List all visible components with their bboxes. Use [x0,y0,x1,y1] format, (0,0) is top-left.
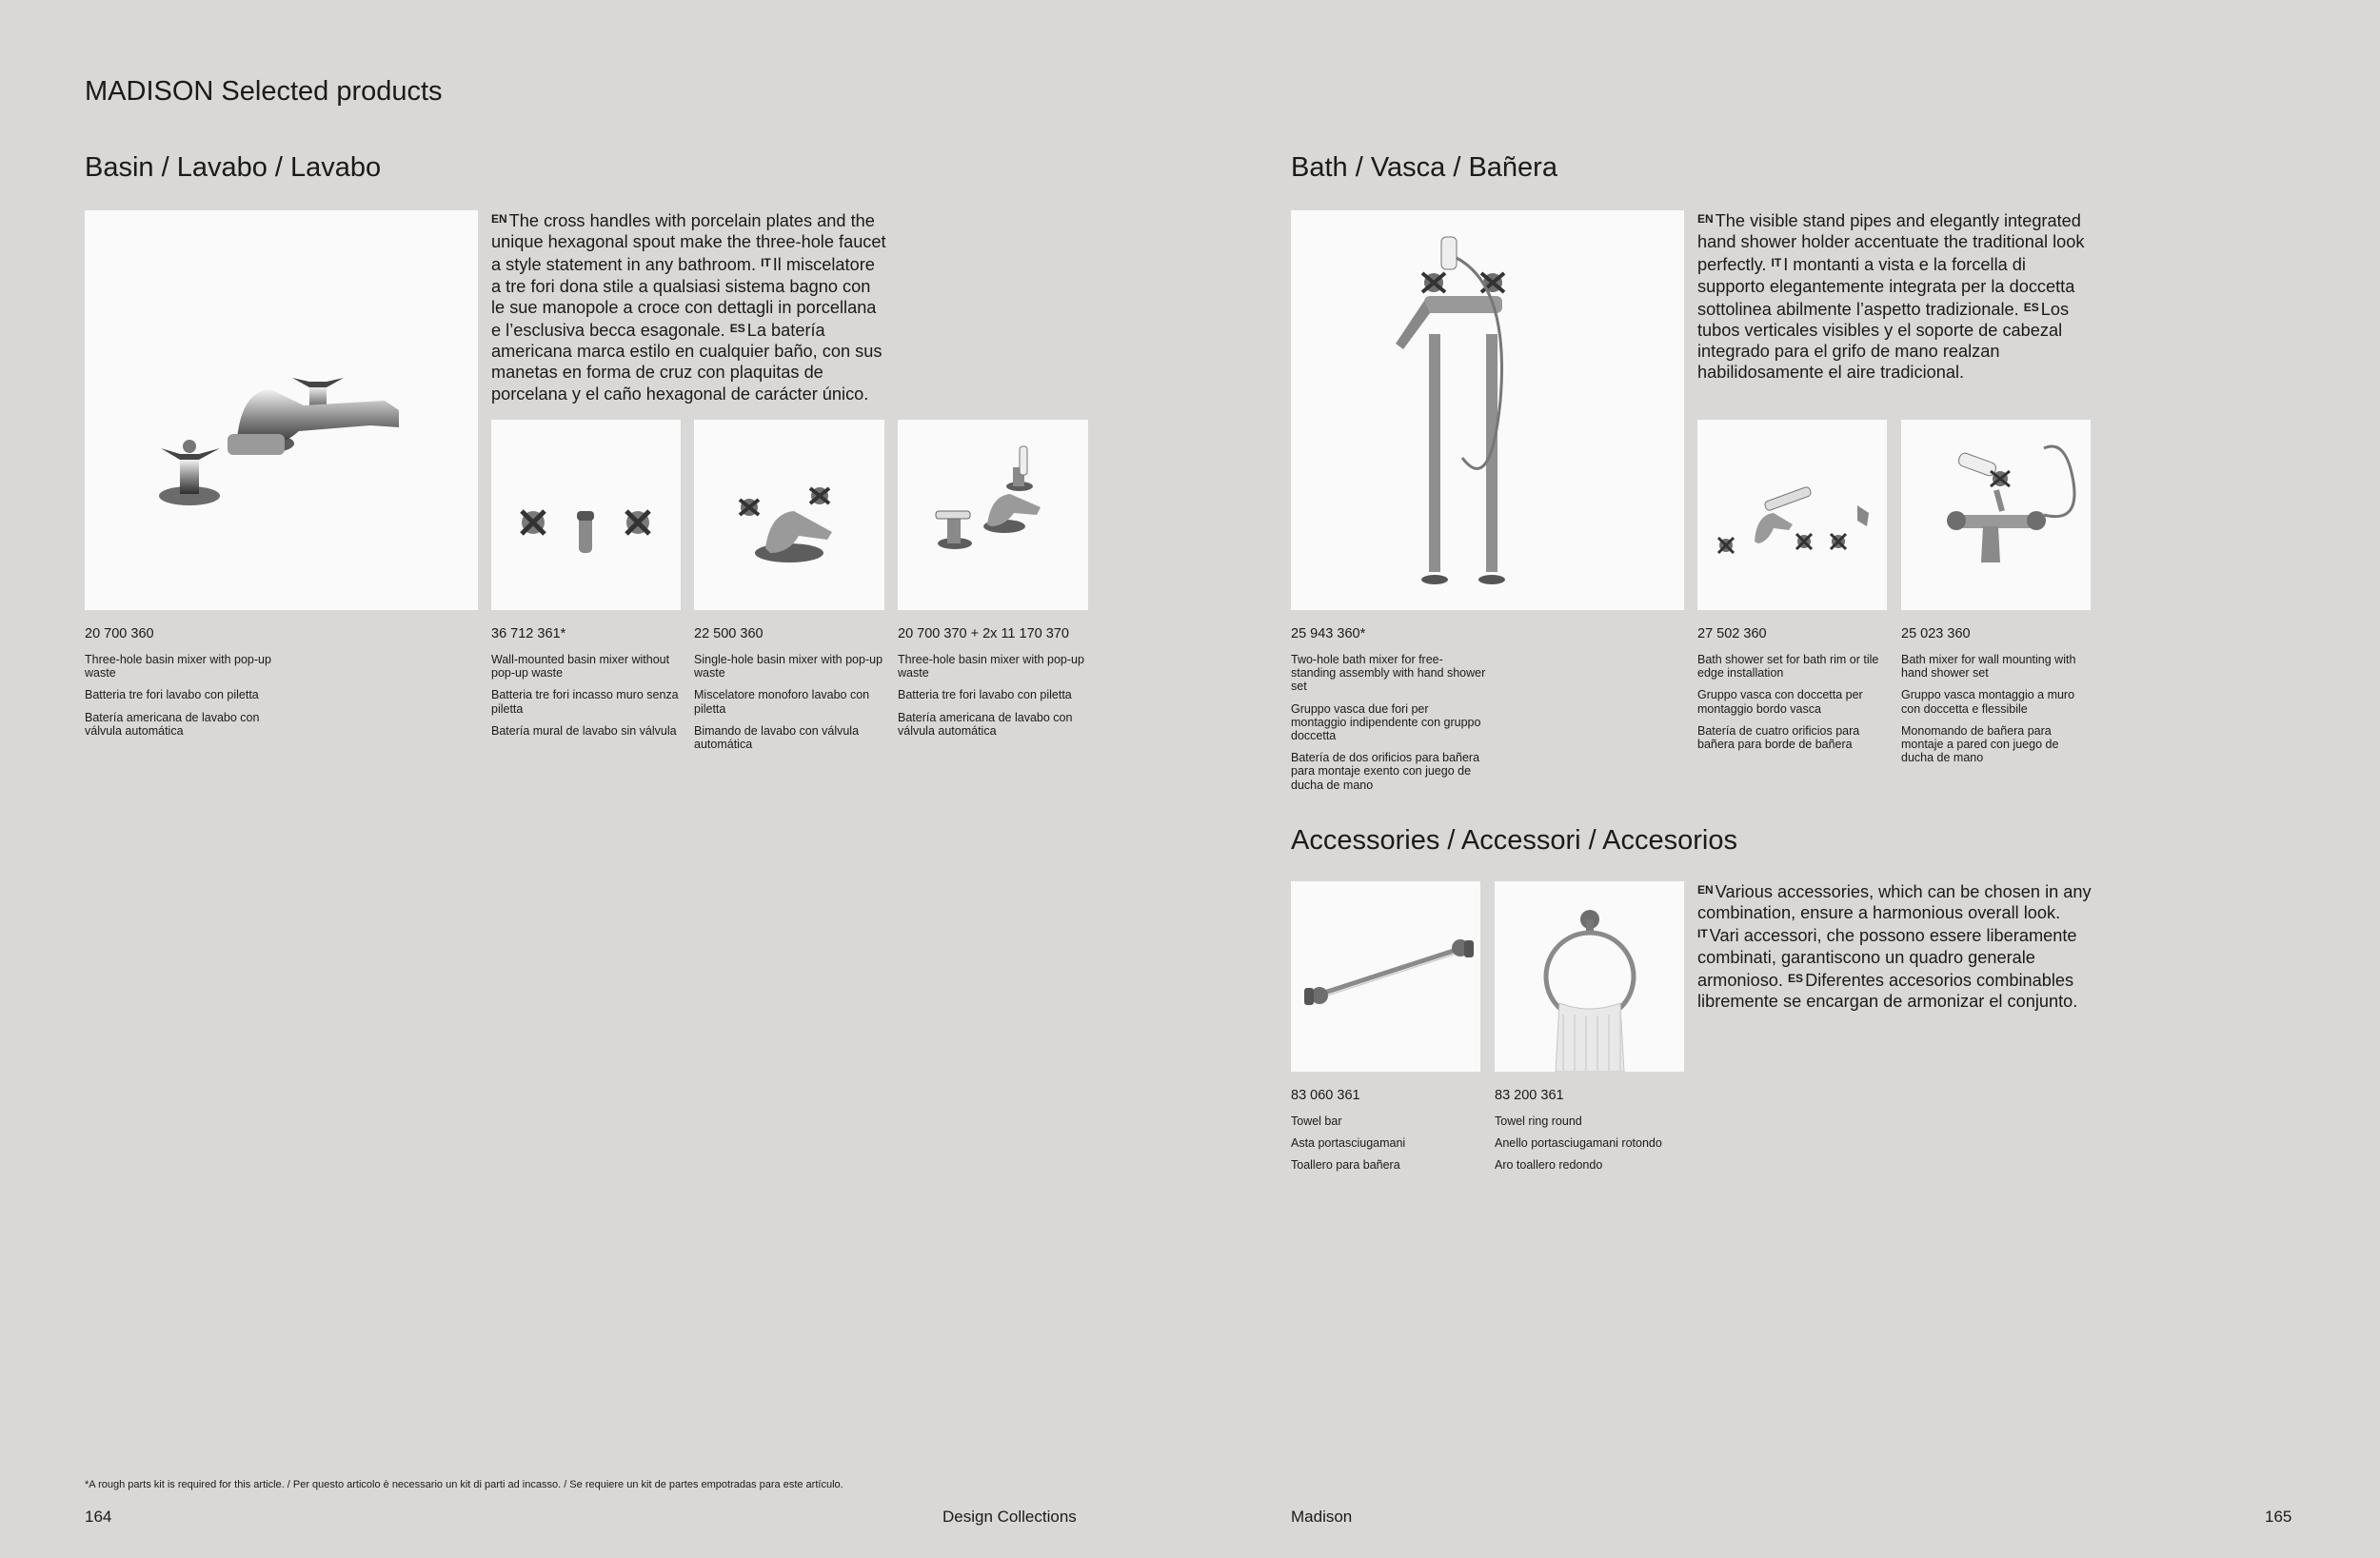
wall-mounted-basin-mixer-photo [491,420,681,610]
wall-bath-mixer-photo [1901,420,2091,610]
three-hole-basin-mixer-photo [85,210,478,610]
product-desc-it: Anello portasciugamani rotondo [1495,1136,1662,1151]
bath-intro-text [1697,208,2092,384]
lang-tag-it: IT [761,256,771,270]
product-desc-en: Single-hole basin mixer with pop-up waste [694,653,883,680]
page-title: MADISON Selected products [85,76,443,107]
product-code: 20 700 360 [85,626,154,641]
product-desc-es: Batería de cuatro orificios para bañera para borde de bañera [1697,723,1860,752]
product-desc-it: Miscelatore monoforo lavabo con piletta [694,688,870,716]
product-desc-es: Batería americana de lavabo con válvula automática [898,710,1073,738]
product-code: 83 060 361 [1291,1088,1360,1103]
lang-tag-en: EN [491,212,507,226]
product-desc-es: Bimando de lavabo con válvula automática [694,723,860,752]
basin-product-4-info [898,626,1088,746]
bath-intro-en: The visible stand pipes and elegantly integrated hand shower holder accentuate the traditional look perfectly. [1697,211,2085,275]
product-desc-es: Batería de dos orificios para bañera para montaje exento con juego de ducha de mano [1291,751,1480,792]
lang-tag-es: ES [1788,971,1804,985]
bath-product-3-info [1901,626,2092,773]
basin-product-3-info [694,626,884,759]
product-desc-es: Monomando de bañera para montaje a pared con juego de ducha de mano [1901,723,2059,765]
product-desc-it: Gruppo vasca montaggio a muro con doccetta e flessibile [1901,688,2075,716]
product-desc-it: Gruppo vasca con doccetta per montaggio bordo vasca [1697,688,1863,716]
basin-product-2-info [491,626,682,746]
bath-product-2-info [1697,626,1888,759]
accessories-product-1-info [1291,1088,1481,1181]
footnote: *A rough parts kit is required for this article. / Per questo articolo è necessario un kit di parti ad incasso. / Se requiere un kit de partes empotradas para este artículo. [85,1479,843,1490]
right-page-number: 165 [2265,1508,2292,1526]
basin-intro-en: The cross handles with porcelain plates and the unique hexagonal spout make the three-hole faucet a style statement in any bathroom. [491,211,886,275]
product-desc-es: Toallero para bañera [1291,1158,1400,1173]
product-desc-it: Batteria tre fori incasso muro senza piletta [491,688,679,716]
bath-product-1-info [1291,626,1486,800]
accessories-section-title: Accessories / Accessori / Accesorios [1291,825,1737,856]
accessories-intro-es: Diferentes accesorios combinables libremente se encargan de armonizar el conjunto. [1697,970,2078,1012]
product-desc-es: Batería mural de lavabo sin válvula [491,723,677,738]
accessories-intro-text [1697,879,2092,1012]
product-desc-en: Three-hole basin mixer with pop-up waste [898,653,1084,680]
product-code: 25 023 360 [1901,626,1971,641]
product-desc-es: Batería americana de lavabo con válvula automática [85,710,260,738]
towel-bar-photo [1291,881,1480,1072]
product-desc-it: Batteria tre fori lavabo con piletta [898,688,1072,702]
product-desc-en: Bath shower set for bath rim or tile edge installation [1697,653,1879,680]
lang-tag-en: EN [1697,212,1714,226]
product-desc-en: Towel ring round [1495,1114,1582,1128]
freestanding-bath-mixer-photo [1291,210,1684,610]
basin-intro-es: La batería americana marca estilo en cualquier baño, con sus manetas en forma de cruz con plaquitas de porcelana y el caño hexagonal de carácter único. [491,321,883,404]
product-desc-it: Gruppo vasca due fori per montaggio indipendente con gruppo doccetta [1291,701,1481,743]
basin-product-1-info [85,626,280,746]
bath-intro-it: I montanti a vista e la forcella di supporto elegantemente integrata per la doccetta sottolinea abilmente l’aspetto tradizionale. [1697,255,2075,319]
left-page-number: 164 [85,1508,112,1526]
lang-tag-it: IT [1697,927,1708,941]
product-desc-es: Aro toallero redondo [1495,1158,1603,1173]
product-code: 25 943 360* [1291,626,1366,641]
lang-tag-en: EN [1697,883,1714,897]
product-desc-en: Bath mixer for wall mounting with hand shower set [1901,653,2076,680]
basin-intro-it: Il miscelatore a tre fori dona stile a qualsiasi sistema bagno con le sue manopole a croce con dettagli in porcellana e l’esclusiva becca esagonale. [491,255,877,341]
bath-section-title: Bath / Vasca / Bañera [1291,152,1557,183]
single-hole-basin-mixer-photo [694,420,884,610]
product-code: 20 700 370 + 2x 11 170 370 [898,626,1069,641]
product-desc-en: Wall-mounted basin mixer without pop-up waste [491,653,670,680]
product-desc-it: Asta portasciugamani [1291,1136,1406,1151]
towel-ring-photo [1495,881,1684,1072]
product-code: 27 502 360 [1697,626,1767,641]
lever-basin-mixer-photo [898,420,1088,610]
lang-tag-it: IT [1771,256,1782,270]
product-desc-en: Three-hole basin mixer with pop-up waste [85,653,271,680]
basin-intro-text [491,208,886,404]
basin-section-title: Basin / Lavabo / Lavabo [85,152,382,183]
right-running-footer: Madison [1291,1508,1353,1526]
product-code: 22 500 360 [694,626,764,641]
product-desc-en: Towel bar [1291,1114,1342,1128]
lang-tag-es: ES [729,322,745,336]
product-desc-en: Two-hole bath mixer for free-standing assembly with hand shower set [1291,653,1486,694]
bath-intro-es: Los tubos verticales visibles y el soporte de cabezal integrado para el grifo de mano realzan habilidosamente el aire tradicional. [1697,299,2070,383]
bath-rim-shower-set-photo [1697,420,1887,610]
lang-tag-es: ES [2023,300,2039,314]
product-code: 83 200 361 [1495,1088,1564,1103]
left-running-footer: Design Collections [942,1508,1077,1526]
product-code: 36 712 361* [491,626,566,641]
product-desc-it: Batteria tre fori lavabo con piletta [85,688,259,702]
accessories-intro-it: Vari accessori, che possono essere liberamente combinati, garantiscono un quadro generale armonioso. [1697,926,2077,990]
accessories-product-2-info [1495,1088,1685,1181]
accessories-intro-en: Various accessories, which can be chosen in any combination, ensure a harmonious overall look. [1697,882,2092,923]
